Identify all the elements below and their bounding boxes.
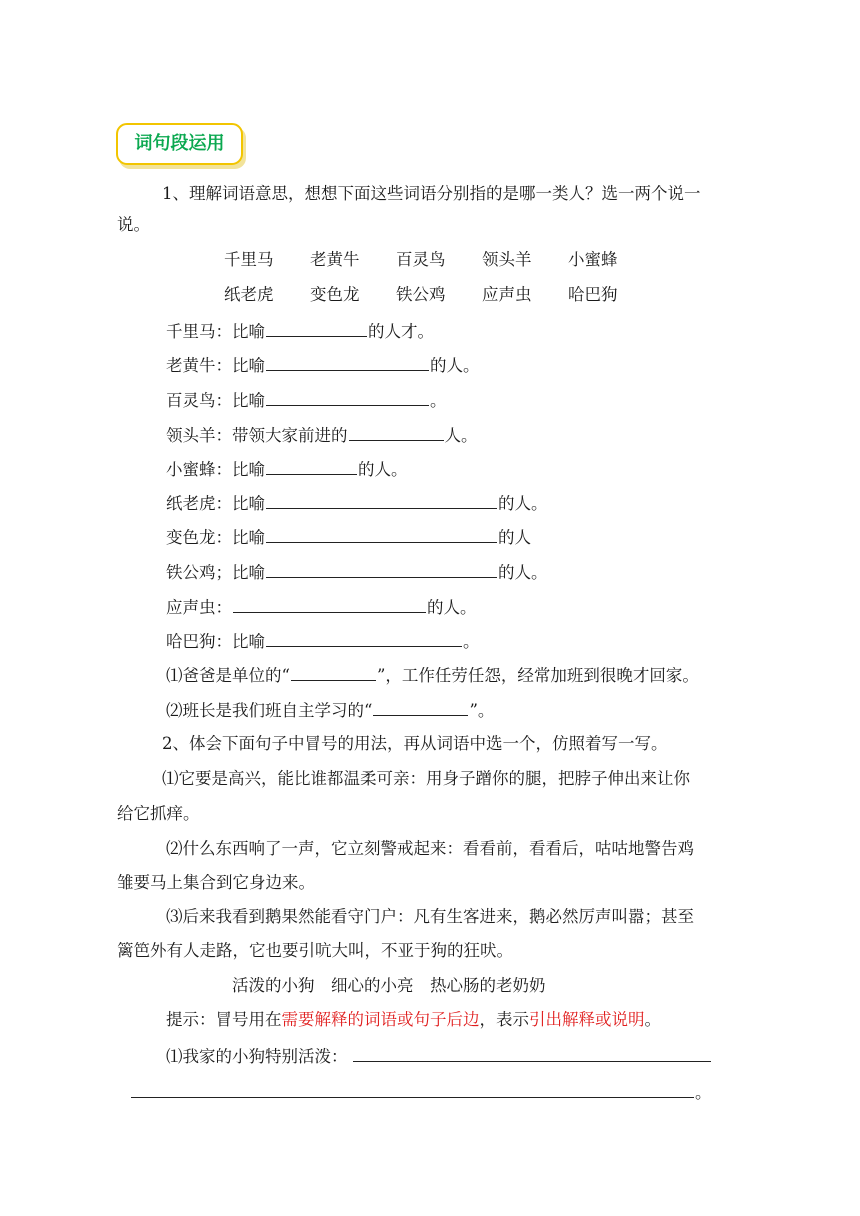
item-bianselong <box>166 524 531 549</box>
hint-text: 提示：冒号用在 <box>166 1010 282 1029</box>
item-bailingniao <box>166 387 447 412</box>
q1-intro-line1: 1、理解词语意思，想想下面这些词语分别指的是哪一类人？选一两个说一 <box>162 184 701 203</box>
word: 铁公鸡 <box>396 285 446 304</box>
section-title: 词句段运用 <box>134 133 225 154</box>
answer-blank[interactable] <box>266 628 462 647</box>
writing-line[interactable] <box>353 1043 711 1062</box>
item-suffix: 。 <box>430 391 447 410</box>
writing-label: ⑴我家的小狗特别活泼： <box>166 1047 348 1066</box>
q2-title: 2、体会下面句子中冒号的用法，再从词语中选一个，仿照着写一写。 <box>162 734 668 753</box>
answer-blank[interactable] <box>266 318 367 337</box>
answer-blank[interactable] <box>291 662 376 681</box>
item-label: 领头羊：带领大家前进的 <box>166 426 348 445</box>
answer-blank[interactable] <box>373 697 468 716</box>
hint-highlight: 需要解释的词语或句子后边 <box>281 1010 480 1029</box>
item-label: 纸老虎：比喻 <box>166 494 265 513</box>
item-qianlima <box>166 318 434 343</box>
item-label: 百灵鸟：比喻 <box>166 391 265 410</box>
item-suffix: 的人。 <box>498 494 548 513</box>
q1-intro-line2: 说。 <box>117 215 150 234</box>
item-suffix: 的人。 <box>430 356 480 375</box>
sentence-start: ⑴爸爸是单位的“ <box>166 666 290 685</box>
word: 老黄牛 <box>310 250 360 269</box>
item-label: 老黄牛：比喻 <box>166 356 265 375</box>
item-label: 千里马：比喻 <box>166 322 265 341</box>
word-choices: 活泼的小狗 细心的小亮 热心肠的老奶奶 <box>232 976 546 995</box>
word-row-2 <box>224 284 618 306</box>
word: 应声虫 <box>482 285 532 304</box>
item-yingshengchong <box>166 594 477 619</box>
sentence-end: ”，工作任劳任怨，经常加班到很晚才回家。 <box>376 666 699 685</box>
answer-blank[interactable] <box>349 422 444 441</box>
item-suffix: 的人。 <box>498 563 548 582</box>
hint-text: 。 <box>644 1010 661 1029</box>
word: 领头羊 <box>482 250 532 269</box>
writing-line[interactable] <box>131 1079 694 1098</box>
answer-blank[interactable] <box>266 559 497 578</box>
item-label: 小蜜蜂：比喻 <box>166 460 265 479</box>
item-label: 应声虫： <box>166 598 232 617</box>
section-title-badge <box>116 123 243 165</box>
example-2-line2: 雏要马上集合到它身边来。 <box>117 873 315 892</box>
word: 哈巴狗 <box>568 285 618 304</box>
word: 小蜜蜂 <box>568 250 618 269</box>
answer-blank[interactable] <box>266 387 429 406</box>
answer-blank[interactable] <box>266 524 497 543</box>
item-suffix: 的人才。 <box>368 322 434 341</box>
item-tiegongji <box>166 559 548 584</box>
word: 变色龙 <box>310 285 360 304</box>
item-suffix: 的人 <box>498 528 531 547</box>
answer-blank[interactable] <box>266 490 497 509</box>
item-label: 哈巴狗：比喻 <box>166 632 265 651</box>
word: 千里马 <box>224 250 274 269</box>
answer-blank[interactable] <box>233 594 426 613</box>
item-label: 变色龙：比喻 <box>166 528 265 547</box>
item-suffix: 人。 <box>444 426 478 445</box>
fill-sentence-1 <box>166 662 699 687</box>
hint-highlight: 引出解释或说明 <box>529 1010 645 1029</box>
word: 纸老虎 <box>224 285 274 304</box>
fill-sentence-2 <box>166 697 494 722</box>
item-lingtouyang <box>166 422 478 447</box>
sentence-start: ⑵班长是我们班自主学习的“ <box>166 701 373 720</box>
writing-end: 。 <box>695 1083 712 1102</box>
item-suffix: 。 <box>463 632 480 651</box>
answer-blank[interactable] <box>266 352 429 371</box>
item-suffix: 的人。 <box>358 460 408 479</box>
hint <box>166 1009 661 1031</box>
item-laohuangniu <box>166 352 480 377</box>
example-2-line1: ⑵什么东西响了一声，它立刻警戒起来：看看前，看看后，咕咕地警告鸡 <box>166 839 694 858</box>
writing-line-2 <box>130 1079 712 1104</box>
item-suffix: 的人。 <box>427 598 477 617</box>
word: 百灵鸟 <box>396 250 446 269</box>
word-row-1 <box>224 249 618 271</box>
item-zhilaohu <box>166 490 548 515</box>
item-label: 铁公鸡；比喻 <box>166 563 265 582</box>
example-3-line1: ⑶后来我看到鹅果然能看守门户：凡有生客进来，鹅必然厉声叫嚣；甚至 <box>166 907 694 926</box>
sentence-end: ”。 <box>469 701 495 720</box>
item-habagou <box>166 628 480 653</box>
example-3-line2: 篱笆外有人走路，它也要引吭大叫，不亚于狗的狂吠。 <box>117 941 513 960</box>
example-1-line2: 给它抓痒。 <box>117 804 200 823</box>
hint-text: ，表示 <box>479 1010 529 1029</box>
item-xiaomifeng <box>166 456 408 481</box>
writing-prompt-1 <box>166 1043 712 1068</box>
example-1-line1: ⑴它要是高兴，能比谁都温柔可亲：用身子蹭你的腿，把脖子伸出来让你 <box>162 769 690 788</box>
answer-blank[interactable] <box>266 456 357 475</box>
